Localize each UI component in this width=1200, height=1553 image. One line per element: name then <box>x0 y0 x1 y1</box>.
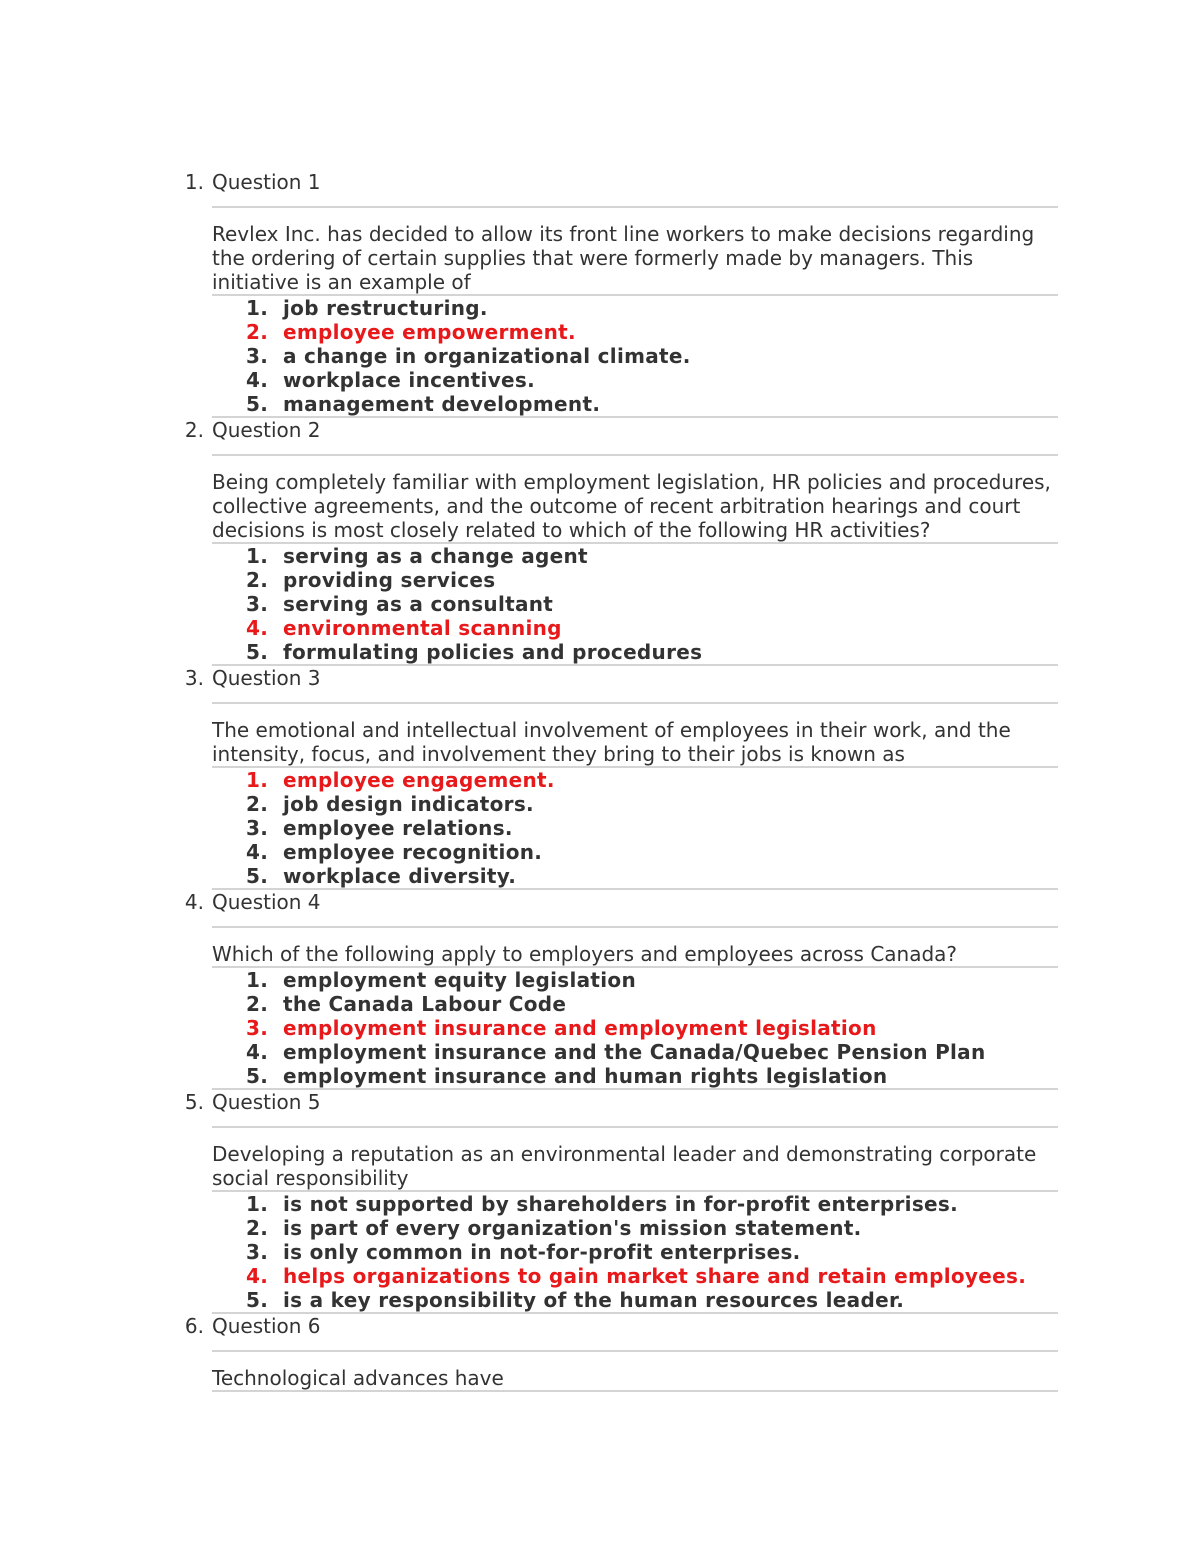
answer-option[interactable] <box>212 1064 1058 1088</box>
quiz-document <box>0 170 1200 1392</box>
option-number: 2. <box>246 568 269 592</box>
question-number: 1. <box>184 170 204 194</box>
option-text: is a key responsibility of the human resources leader. <box>283 1288 905 1312</box>
question-block <box>184 890 1058 1090</box>
answer-option-correct[interactable] <box>212 320 1058 344</box>
answer-option-correct[interactable] <box>212 616 1058 640</box>
answer-option-correct[interactable] <box>212 1264 1058 1288</box>
question-text: Technological advances have <box>212 1366 504 1390</box>
option-text: the Canada Labour Code <box>283 992 567 1016</box>
option-text: employee recognition. <box>283 840 543 864</box>
answer-options <box>212 968 1058 1088</box>
answer-option[interactable] <box>212 1216 1058 1240</box>
option-number: 1. <box>246 1192 269 1216</box>
answer-option[interactable] <box>212 864 1058 888</box>
option-number: 1. <box>246 968 269 992</box>
option-text: employee engagement. <box>283 768 555 792</box>
answer-option[interactable] <box>212 816 1058 840</box>
option-text: employment insurance and human rights legislation <box>283 1064 888 1088</box>
option-text: environmental scanning <box>283 616 562 640</box>
option-text: job design indicators. <box>283 792 534 816</box>
option-number: 5. <box>246 392 269 416</box>
option-number: 5. <box>246 1288 269 1312</box>
option-text: workplace diversity. <box>283 864 517 888</box>
option-text: serving as a change agent <box>283 544 588 568</box>
question-text: Developing a reputation as an environmental leader and demonstrating corporate social responsibility <box>212 1142 1037 1190</box>
question-title: Question 4 <box>212 890 321 914</box>
option-text: serving as a consultant <box>283 592 554 616</box>
answer-option[interactable] <box>212 640 1058 664</box>
option-text: management development. <box>283 392 601 416</box>
option-number: 3. <box>246 1016 269 1040</box>
question-block <box>184 418 1058 666</box>
option-number: 1. <box>246 768 269 792</box>
option-text: formulating policies and procedures <box>283 640 703 664</box>
option-text: employee empowerment. <box>283 320 576 344</box>
option-number: 2. <box>246 792 269 816</box>
option-text: employee relations. <box>283 816 513 840</box>
option-number: 5. <box>246 864 269 888</box>
answer-option[interactable] <box>212 1040 1058 1064</box>
question-text: Which of the following apply to employers and employees across Canada? <box>212 942 958 966</box>
option-number: 4. <box>246 368 269 392</box>
option-number: 1. <box>246 296 269 320</box>
question-text: The emotional and intellectual involvement of employees in their work, and the intensity, focus, and involvement they bring to their jobs is known as <box>212 718 1011 766</box>
answer-option[interactable] <box>212 592 1058 616</box>
option-number: 2. <box>246 992 269 1016</box>
answer-option[interactable] <box>212 1192 1058 1216</box>
option-text: is not supported by shareholders in for-profit enterprises. <box>283 1192 958 1216</box>
question-number: 2. <box>184 418 204 442</box>
answer-option[interactable] <box>212 792 1058 816</box>
question-block <box>184 170 1058 418</box>
option-number: 4. <box>246 1040 269 1064</box>
question-block <box>184 1090 1058 1314</box>
answer-option[interactable] <box>212 544 1058 568</box>
option-text: a change in organizational climate. <box>283 344 691 368</box>
option-number: 4. <box>246 840 269 864</box>
question-block <box>184 666 1058 890</box>
option-text: is part of every organization's mission statement. <box>283 1216 862 1240</box>
option-number: 2. <box>246 320 269 344</box>
question-title: Question 2 <box>212 418 321 442</box>
answer-option[interactable] <box>212 368 1058 392</box>
option-number: 4. <box>246 616 269 640</box>
answer-option[interactable] <box>212 840 1058 864</box>
answer-option[interactable] <box>212 992 1058 1016</box>
question-text: Revlex Inc. has decided to allow its front line workers to make decisions regarding the ordering of certain supplies that were formerly made by managers. This initiative is an example of <box>212 222 1035 294</box>
option-text: workplace incentives. <box>283 368 536 392</box>
answer-options <box>212 1192 1058 1312</box>
option-number: 3. <box>246 816 269 840</box>
answer-options <box>212 296 1058 416</box>
question-number: 4. <box>184 890 204 914</box>
option-number: 1. <box>246 544 269 568</box>
answer-option[interactable] <box>212 968 1058 992</box>
question-number: 3. <box>184 666 204 690</box>
answer-option[interactable] <box>212 1240 1058 1264</box>
option-number: 2. <box>246 1216 269 1240</box>
question-title: Question 6 <box>212 1314 321 1338</box>
question-title: Question 3 <box>212 666 321 690</box>
answer-option-correct[interactable] <box>212 768 1058 792</box>
answer-option[interactable] <box>212 568 1058 592</box>
option-number: 4. <box>246 1264 269 1288</box>
question-text: Being completely familiar with employment legislation, HR policies and procedures, collective agreements, and the outcome of recent arbitration hearings and court decisions is most closely related to which of the following HR activities? <box>212 470 1051 542</box>
question-number: 6. <box>184 1314 204 1338</box>
question-title: Question 5 <box>212 1090 321 1114</box>
question-title: Question 1 <box>212 170 321 194</box>
question-number: 5. <box>184 1090 204 1114</box>
answer-option[interactable] <box>212 344 1058 368</box>
answer-option[interactable] <box>212 392 1058 416</box>
option-text: helps organizations to gain market share and retain employees. <box>283 1264 1027 1288</box>
answer-option-correct[interactable] <box>212 1016 1058 1040</box>
option-number: 5. <box>246 640 269 664</box>
answer-options <box>212 544 1058 664</box>
option-number: 3. <box>246 344 269 368</box>
option-text: employment insurance and employment legislation <box>283 1016 877 1040</box>
option-number: 5. <box>246 1064 269 1088</box>
answer-option[interactable] <box>212 1288 1058 1312</box>
option-text: job restructuring. <box>283 296 488 320</box>
answer-options <box>212 768 1058 888</box>
option-number: 3. <box>246 592 269 616</box>
option-text: is only common in not-for-profit enterprises. <box>283 1240 801 1264</box>
option-text: employment insurance and the Canada/Quebec Pension Plan <box>283 1040 986 1064</box>
divider <box>212 1390 1058 1392</box>
question-block <box>184 1314 1058 1392</box>
option-number: 3. <box>246 1240 269 1264</box>
option-text: employment equity legislation <box>283 968 636 992</box>
answer-option[interactable] <box>212 296 1058 320</box>
option-text: providing services <box>283 568 496 592</box>
